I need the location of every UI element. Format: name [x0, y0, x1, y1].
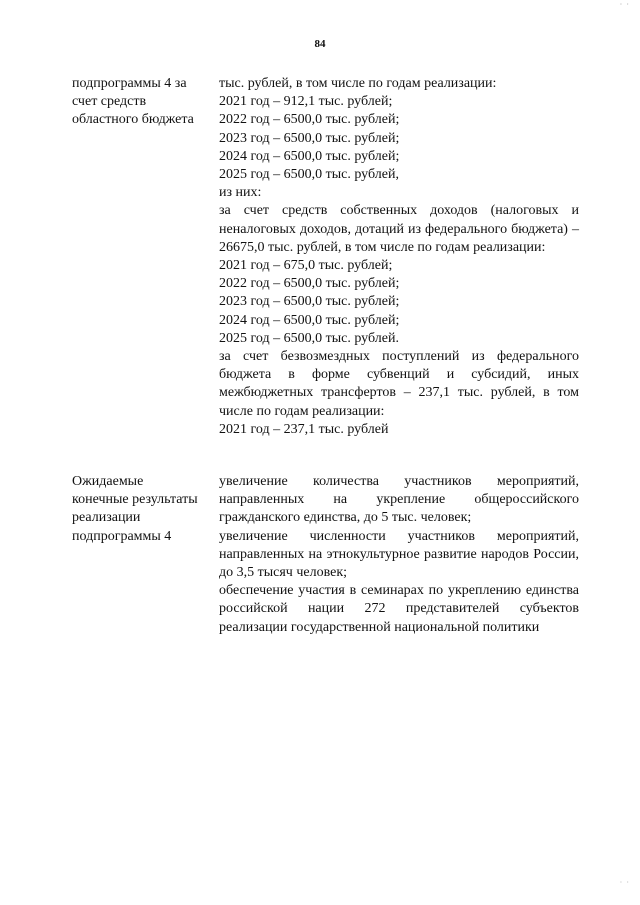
section2-label — [72, 473, 212, 546]
label-line: Ожидаемые — [72, 474, 144, 489]
label-line: счет средств — [72, 94, 147, 110]
text-line: 2022 год – 6500,0 тыс. рублей; — [219, 112, 400, 128]
text-line: 2025 год – 6500,0 тыс. рублей, — [219, 167, 399, 183]
label-line: подпрограммы 4 за — [72, 76, 187, 91]
corner-mark: · · — [619, 0, 630, 9]
paragraph: за счет безвозмездных поступлений из федерального бюджета в форме субвенций и субсидий, иных межбюджетных трансфертов – 237,1 тыс. рублей, в том числе по годам реализации: — [219, 349, 579, 419]
text-line: 2022 год – 6500,0 тыс. рублей; — [219, 276, 400, 292]
page-number: 84 — [314, 38, 326, 50]
bottom-mark: · · — [619, 878, 630, 887]
paragraph: обеспечение участия в семинарах по укреплению единства российской нации 272 представителей субъектов реализации государственной национальной политики — [219, 583, 579, 635]
label-line: областного бюджета — [72, 112, 194, 128]
section2-content — [219, 473, 579, 637]
text-line: 2024 год – 6500,0 тыс. рублей; — [219, 312, 400, 328]
paragraph: увеличение количества участников мероприятий, направленных на укрепление общероссийского гражданского единства, до 5 тыс. человек; — [219, 474, 579, 526]
text-line: 2023 год – 6500,0 тыс. рублей; — [219, 294, 400, 310]
label-line: подпрограммы 4 — [72, 528, 172, 544]
label-line: конечные результаты — [72, 492, 198, 508]
text-line: из них: — [219, 185, 262, 201]
text-line: 2023 год – 6500,0 тыс. рублей; — [219, 130, 400, 146]
paragraph: увеличение численности участников мероприятий, направленных на этнокультурное развитие народов России, до 3,5 тысяч человек; — [219, 528, 579, 581]
text-line: 2021 год – 675,0 тыс. рублей; — [219, 258, 393, 274]
text-line: тыс. рублей, в том числе по годам реализации: — [219, 76, 497, 91]
text-line: 2021 год – 912,1 тыс. рублей; — [219, 94, 393, 110]
text-line: 2024 год – 6500,0 тыс. рублей; — [219, 148, 400, 164]
paragraph: за счет средств собственных доходов (налоговых и неналоговых доходов, дотаций из федерального бюджета) – 26675,0 тыс. рублей, в том числе по годам реализации: — [219, 203, 579, 255]
section1-content — [219, 75, 579, 439]
text-line: 2025 год – 6500,0 тыс. рублей. — [219, 330, 399, 346]
text-line: 2021 год – 237,1 тыс. рублей — [219, 421, 389, 437]
label-line: реализации — [72, 510, 141, 526]
section1-label — [72, 75, 212, 130]
